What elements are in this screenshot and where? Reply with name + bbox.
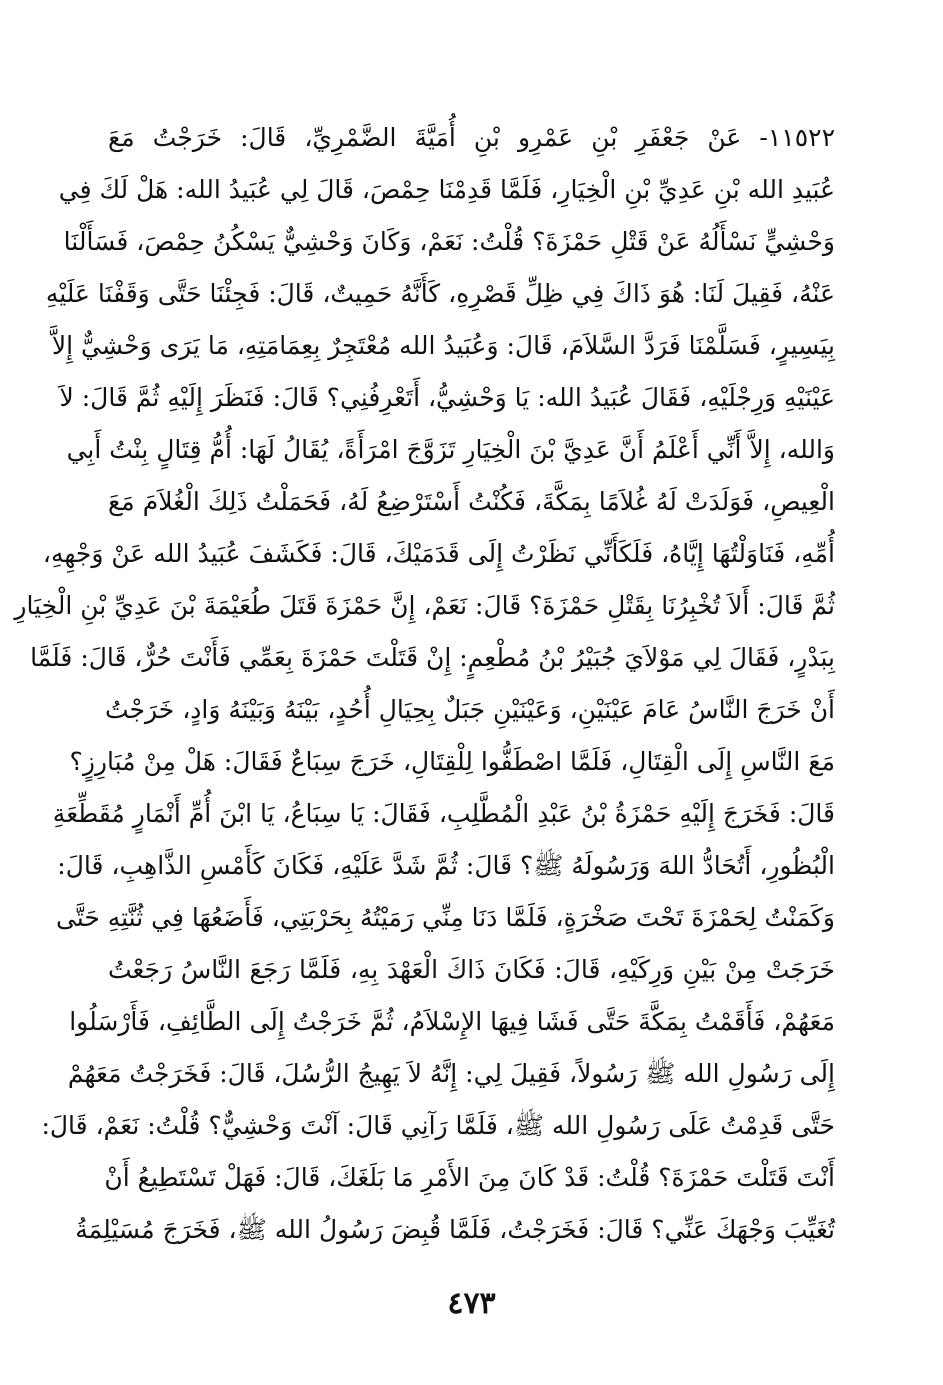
text-line: وَحْشِيٍّ نَسْأَلُهُ عَنْ قَتْلِ حَمْزَةَ؟ قُلْتُ: نَعَمْ، وَكَانَ وَحْشِيٌّ يَسْكُنُ حِمْصَ، فَسَأَلْنَا [63,227,835,256]
text-line: وَكَمَنْتُ لِحَمْزَةَ تَحْتَ صَخْرَةٍ، فَلَمَّا دَنَا مِنِّي رَمَيْتُهُ بِحَرْبَتِي، فَأَضَعُهَا فِي ثُنَّتِهِ حَتَّى [55,903,835,932]
text-line: قَالَ: فَخَرَجَ إِلَيْهِ حَمْزَةُ بْنُ عَبْدِ الْمُطَّلِبِ، فَقَالَ: يَا سِبَاعُ، يَا ابْنَ أُمِّ أَنْمَارٍ مُقَطِّعَةِ [52,799,835,828]
text-line: أُمِّهِ، فَنَاوَلْتُهَا إِيَّاهُ، فَلَكَأَنِّي نَظَرْتُ إِلَى قَدَمَيْكَ، قَالَ: فَكَشَفَ عُبَيدُ الله عَنْ وَجْهِهِ، [42,539,835,568]
text-line: عَنْهُ، فَقِيلَ لَنَا: هُوَ ذَاكَ فِي ظِلِّ قَصْرِهِ، كَأَنَّهُ حَمِيتٌ، قَالَ: فَجِئْنَا حَتَّى وَقَفْنَا عَلَيْهِ [45,279,835,308]
text-line: ١١٥٢٢- عَنْ جَعْفَرِ بْنِ عَمْرِو بْنِ أُمَيَّةَ الضَّمْرِيِّ، قَالَ: خَرَجْتُ مَعَ [108,123,835,152]
text-line: أَنْ خَرَجَ النَّاسُ عَامَ عَيْنَيْنِ، وَعَيْنَيْنِ جَبَلٌ بِحِيَالِ أُحُدٍ، بَيْنَهُ وَبَيْنَهُ وَادٍ، خَرَجْتُ [105,695,835,724]
text-line: أَنْتَ قَتَلْتَ حَمْزَةَ؟ قُلْتُ: قَدْ كَانَ مِنَ الأَمْرِ مَا بَلَغَكَ، قَالَ: فَهَلْ تَسْتَطِيعُ أَنْ [104,1163,835,1192]
text-line: عُبَيدِ الله بْنِ عَدِيِّ بْنِ الْخِيَارِ، فَلَمَّا قَدِمْنَا حِمْصَ، قَالَ لِي عُبَيدُ الله: هَلْ لَكَ فِي [58,175,835,204]
text-line: تُغَيِّبَ وَجْهَكَ عَنِّي؟ قَالَ: فَخَرَجْتُ، فَلَمَّا قُبِضَ رَسُولُ الله ﷺ، فَخَرَجَ مُسَيْلِمَةُ [75,1215,835,1244]
text-line: وَالله، إِلاَّ أَنِّي أَعْلَمُ أَنَّ عَدِيَّ بْنَ الْخِيَارِ تَزَوَّجَ امْرَأَةً، يُقَالُ لَهَا: أُمُّ قِتَالٍ بِنْتُ أَبِي [66,435,835,464]
text-line: عَيْنَيْهِ وَرِجْلَيْهِ، فَقَالَ عُبَيدُ الله: يَا وَحْشِيُّ، أَتَعْرِفُنِي؟ قَالَ: فَنَظَرَ إِلَيْهِ ثُمَّ قَالَ: لاَ [59,383,835,412]
text-line: خَرَجَتْ مِنْ بَيْنِ وَرِكَيْهِ، قَالَ: فَكَانَ ذَاكَ الْعَهْدَ بِهِ، فَلَمَّا رَجَعَ النَّاسُ رَجَعْتُ [108,955,835,984]
page-number: ٤٧٣ [447,1286,496,1321]
text-line: الْبُظُورِ، أَتُحَادُّ اللهَ وَرَسُولَهُ ﷺ؟ قَالَ: ثُمَّ شَدَّ عَلَيْهِ، فَكَانَ كَأَمْسِ الذَّاهِبِ، قَالَ: [57,851,835,880]
text-line: مَعَ النَّاسِ إِلَى الْقِتَالِ، فَلَمَّا اصْطَفُّوا لِلْقِتَالِ، خَرَجَ سِبَاعٌ فَقَالَ: هَلْ مِنْ مُبَارِزٍ؟ [69,747,835,776]
text-line: مَعَهُمْ، فَأَقَمْتُ بِمَكَّةَ حَتَّى فَشَا فِيهَا الإِسْلاَمُ، ثُمَّ خَرَجْتُ إِلَى الطَّائِفِ، فَأَرْسَلُوا [69,1007,835,1036]
text-line: بِبَدْرٍ، فَقَالَ لِي مَوْلاَيَ جُبَيْرُ بْنُ مُطْعِمٍ: إِنْ قَتَلْتَ حَمْزَةَ بِعَمِّي فَأَنْتَ حُرٌّ، قَالَ: فَلَمَّا [30,643,835,672]
text-line: إِلَى رَسُولِ الله ﷺ رَسُولاً، فَقِيلَ لِي: إِنَّهُ لاَ يَهِيجُ الرُّسُلَ، قَالَ: فَخَرَجْتُ مَعَهُمْ [67,1059,835,1088]
text-line: بِيَسِيرٍ، فَسَلَّمْنَا فَرَدَّ السَّلاَمَ، قَالَ: وَعُبَيدُ الله مُعْتَجِرٌ بِعِمَامَتِهِ، مَا يَرَى وَحْشِيٌّ إِلاَّ [51,331,835,360]
text-line: ثُمَّ قَالَ: أَلاَ تُخْبِرُنَا بِقَتْلِ حَمْزَةَ؟ قَالَ: نَعَمْ، إِنَّ حَمْزَةَ قَتَلَ طُعَيْمَةَ بْنَ عَدِيِّ بْنِ الْخِيَارِ [14,591,835,620]
text-line: حَتَّى قَدِمْتُ عَلَى رَسُولِ الله ﷺ، فَلَمَّا رَآنِي قَالَ: آنْتَ وَحْشِيٌّ؟ قُلْتُ: نَعَمْ، قَالَ: [41,1111,835,1140]
text-line: الْعِيصِ، فَوَلَدَتْ لَهُ غُلاَمًا بِمَكَّةَ، فَكُنْتُ أَسْتَرْضِعُ لَهُ، فَحَمَلْتُ ذَلِكَ الْغُلاَمَ مَعَ [108,487,835,516]
hadith-text-block [14,112,835,1256]
